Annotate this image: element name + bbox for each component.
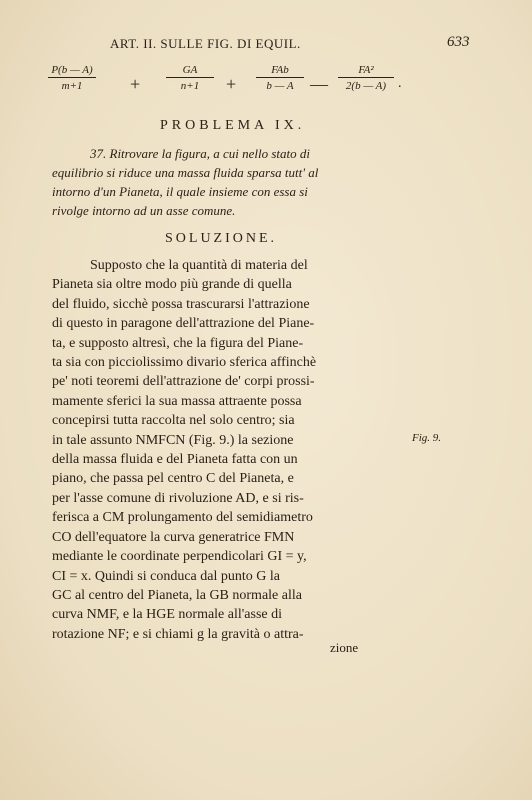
text-line: CI = x. Quindi si conduca dal punto G la — [52, 568, 280, 584]
catchword: zione — [330, 640, 359, 655]
text-line: curva NMF, e la HGE normale all'asse di — [52, 607, 283, 623]
text-line: concepirsi tutta raccolta nel solo centro; sia — [52, 413, 295, 429]
text-line: Pianeta sia oltre modo più grande di quella — [52, 277, 292, 293]
problem-line: intorno d'un Pianeta, il quale insieme con essa si — [52, 184, 308, 199]
text-line: ta sia con picciolissimo divario sferica affinchè — [52, 355, 317, 371]
equation-term-2 — [166, 64, 214, 92]
equation — [48, 64, 418, 104]
term-1-denominator: m+1 — [61, 80, 83, 92]
term-2-numerator: GA — [166, 64, 214, 78]
problem-line: equilibrio si riduce una massa fluida sparsa tutt' al — [52, 165, 319, 180]
term-1-numerator: P(b — A) — [48, 64, 96, 78]
term-2-denominator: n+1 — [180, 80, 200, 92]
equation-plus-1: + — [130, 74, 141, 94]
text-line: per l'asse comune di rivoluzione AD, e si ris- — [52, 490, 304, 506]
problem-title: PROBLEMA IX. — [160, 118, 306, 133]
text-line: mamente sferici la sua massa attraente possa — [52, 393, 302, 409]
problem-line: 37. Ritrovare la figura, a cui nello stato di — [90, 146, 311, 161]
text-line: rotazione NF; e si chiami g la gravità o attra- — [52, 626, 304, 642]
solution-text — [52, 256, 414, 644]
text-line: di questo in paragone dell'attrazione del Piane- — [52, 316, 315, 332]
text-line: ferisca a CM prolungamento del semidiametro — [52, 510, 313, 526]
margin-figure-reference: Fig. 9. — [412, 432, 442, 444]
term-3-denominator: b — A — [266, 80, 294, 92]
problem-line: rivolge intorno ad un asse comune. — [52, 203, 236, 218]
equation-term-4 — [338, 64, 394, 92]
equation-plus-2: + — [226, 74, 237, 94]
equation-term-1 — [48, 64, 96, 92]
term-4-denominator: 2(b — A) — [345, 80, 387, 92]
term-4-numerator: FA² — [338, 64, 394, 78]
text-line: in tale assunto NMFCN (Fig. 9.) la sezione — [52, 432, 294, 448]
text-line: piano, che passa pel centro C del Pianeta, e — [52, 471, 294, 487]
problem-statement — [52, 144, 412, 220]
equation-term-3 — [256, 64, 304, 92]
text-line: pe' noti teoremi dell'attrazione de' corpi prossi- — [52, 374, 315, 390]
solution-title: SOLUZIONE. — [165, 231, 278, 246]
text-line: GC al centro del Pianeta, la GB normale alla — [52, 587, 302, 603]
text-line: CO dell'equatore la curva generatrice FMN — [52, 529, 295, 545]
text-line: del fluido, sicchè possa trascurarsi l'attrazione — [52, 296, 310, 312]
page-number: 633 — [447, 34, 470, 50]
equation-minus: — — [310, 74, 328, 94]
text-line: mediante le coordinate perpendicolari GI = y, — [52, 549, 307, 565]
text-line: ta, e supposto altresì, che la figura del Piane- — [52, 335, 304, 351]
text-line: della massa fluida e del Pianeta fatta con un — [52, 452, 298, 468]
running-title: ART. II. SULLE FIG. DI EQUIL. — [110, 36, 301, 51]
term-3-numerator: FAb — [256, 64, 304, 78]
text-line: Supposto che la quantità di materia del — [90, 258, 308, 273]
equation-period: . — [398, 76, 402, 91]
